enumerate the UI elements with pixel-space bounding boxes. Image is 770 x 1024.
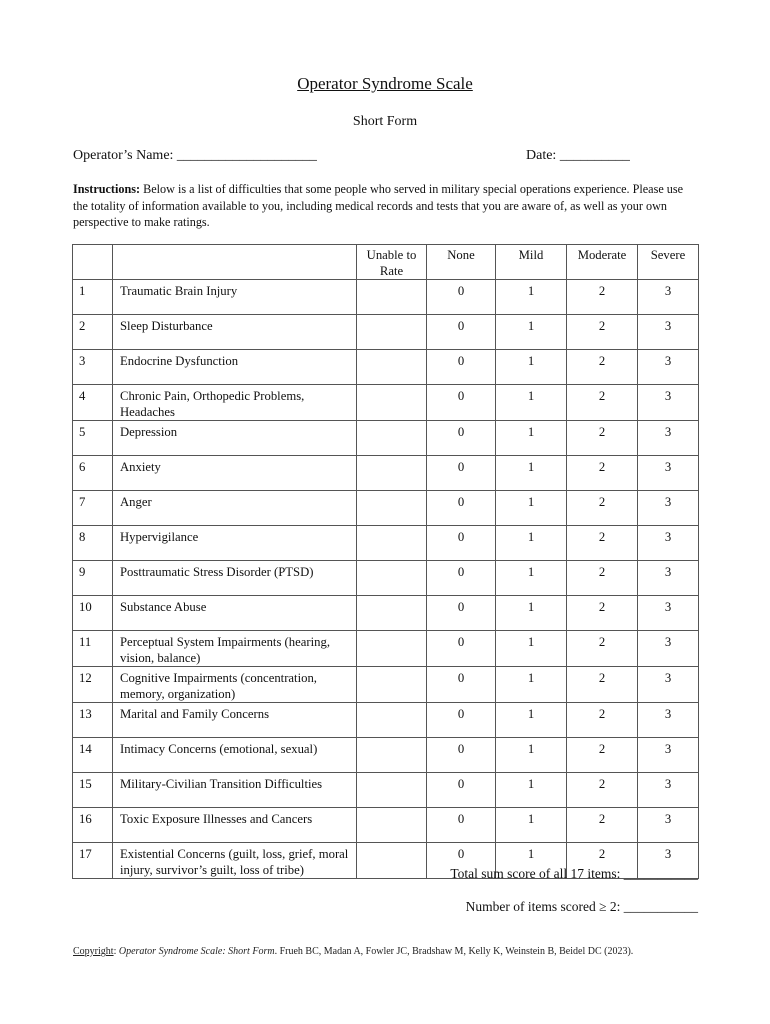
score-mild-cell[interactable]: 1	[496, 667, 567, 703]
score-moderate-cell[interactable]: 2	[567, 596, 638, 631]
item-label: Anxiety	[113, 456, 357, 491]
item-label: Perceptual System Impairments (hearing, vision, balance)	[113, 631, 357, 667]
score-moderate-cell[interactable]: 2	[567, 491, 638, 526]
item-number: 6	[73, 456, 113, 491]
unable-to-rate-cell[interactable]	[357, 491, 427, 526]
table-header-row	[73, 245, 699, 280]
score-mild-cell[interactable]: 1	[496, 561, 567, 596]
score-mild-cell[interactable]: 1	[496, 385, 567, 421]
score-mild-cell[interactable]: 1	[496, 631, 567, 667]
score-moderate-cell[interactable]: 2	[567, 421, 638, 456]
score-severe-cell[interactable]: 3	[638, 421, 699, 456]
header-num	[73, 245, 113, 280]
unable-to-rate-cell[interactable]	[357, 561, 427, 596]
total-sum-field: Total sum score of all 17 items: ___________	[450, 866, 698, 881]
unable-to-rate-cell[interactable]	[357, 808, 427, 843]
item-number: 13	[73, 703, 113, 738]
item-label: Marital and Family Concerns	[113, 703, 357, 738]
item-number: 1	[73, 280, 113, 315]
form-subtitle: Short Form	[352, 114, 418, 129]
score-none-cell[interactable]: 0	[427, 385, 496, 421]
header-none: None	[427, 245, 496, 280]
unable-to-rate-cell[interactable]	[357, 280, 427, 315]
score-none-cell[interactable]: 0	[427, 703, 496, 738]
score-moderate-cell[interactable]: 2	[567, 385, 638, 421]
unable-to-rate-cell[interactable]	[357, 843, 427, 879]
score-moderate-cell[interactable]: 2	[567, 667, 638, 703]
score-severe-cell[interactable]: 3	[638, 843, 699, 879]
item-label: Military-Civilian Transition Difficulties	[113, 773, 357, 808]
item-number: 11	[73, 631, 113, 667]
unable-to-rate-cell[interactable]	[357, 631, 427, 667]
item-label: Existential Concerns (guilt, loss, grief, moral injury, survivor’s guilt, loss of tribe)	[113, 843, 357, 879]
score-mild-cell[interactable]: 1	[496, 703, 567, 738]
score-mild-cell[interactable]: 1	[496, 773, 567, 808]
score-severe-cell[interactable]: 3	[638, 491, 699, 526]
score-moderate-cell[interactable]: 2	[567, 315, 638, 350]
score-mild-cell[interactable]: 1	[496, 491, 567, 526]
score-severe-cell[interactable]: 3	[638, 703, 699, 738]
table-row	[73, 315, 699, 350]
score-none-cell[interactable]: 0	[427, 456, 496, 491]
table-row	[73, 667, 699, 703]
operator-name-field: Operator’s Name: ____________________	[73, 148, 317, 163]
table-row	[73, 350, 699, 385]
score-severe-cell[interactable]: 3	[638, 280, 699, 315]
score-mild-cell[interactable]: 1	[496, 596, 567, 631]
item-number: 5	[73, 421, 113, 456]
score-none-cell[interactable]: 0	[427, 667, 496, 703]
score-none-cell[interactable]: 0	[427, 350, 496, 385]
score-severe-cell[interactable]: 3	[638, 456, 699, 491]
item-label: Chronic Pain, Orthopedic Problems, Headaches	[113, 385, 357, 421]
score-moderate-cell[interactable]: 2	[567, 561, 638, 596]
score-severe-cell[interactable]: 3	[638, 350, 699, 385]
score-none-cell[interactable]: 0	[427, 808, 496, 843]
date-field: Date: __________	[526, 148, 630, 163]
copyright-notice: Copyright: Operator Syndrome Scale: Short Form. Frueh BC, Madan A, Fowler JC, Bradshaw M, Kelly K, Weinstein B, Beidel DC (2023).	[73, 946, 634, 957]
score-severe-cell[interactable]: 3	[638, 631, 699, 667]
unable-to-rate-cell[interactable]	[357, 738, 427, 773]
unable-to-rate-cell[interactable]	[357, 385, 427, 421]
score-mild-cell[interactable]: 1	[496, 280, 567, 315]
score-severe-cell[interactable]: 3	[638, 667, 699, 703]
score-moderate-cell[interactable]: 2	[567, 703, 638, 738]
score-moderate-cell[interactable]: 2	[567, 738, 638, 773]
score-severe-cell[interactable]: 3	[638, 596, 699, 631]
table-row	[73, 703, 699, 738]
score-none-cell[interactable]: 0	[427, 596, 496, 631]
score-mild-cell[interactable]: 1	[496, 843, 567, 879]
item-number: 14	[73, 738, 113, 773]
score-none-cell[interactable]: 0	[427, 491, 496, 526]
header-item	[113, 245, 357, 280]
table-row	[73, 808, 699, 843]
score-none-cell[interactable]: 0	[427, 738, 496, 773]
score-severe-cell[interactable]: 3	[638, 738, 699, 773]
item-number: 2	[73, 315, 113, 350]
item-number: 15	[73, 773, 113, 808]
item-number: 12	[73, 667, 113, 703]
score-severe-cell[interactable]: 3	[638, 385, 699, 421]
instructions-lead: Instructions:	[73, 182, 141, 196]
header-mild: Mild	[496, 245, 567, 280]
score-none-cell[interactable]: 0	[427, 561, 496, 596]
item-label: Cognitive Impairments (concentration, memory, organization)	[113, 667, 357, 703]
item-label: Anger	[113, 491, 357, 526]
table-row	[73, 456, 699, 491]
score-moderate-cell[interactable]: 2	[567, 808, 638, 843]
score-moderate-cell[interactable]: 2	[567, 350, 638, 385]
item-number: 4	[73, 385, 113, 421]
item-number: 9	[73, 561, 113, 596]
score-mild-cell[interactable]: 1	[496, 456, 567, 491]
score-severe-cell[interactable]: 3	[638, 773, 699, 808]
header-moderate: Moderate	[567, 245, 638, 280]
unable-to-rate-cell[interactable]	[357, 596, 427, 631]
score-moderate-cell[interactable]: 2	[567, 456, 638, 491]
table-row	[73, 773, 699, 808]
score-none-cell[interactable]: 0	[427, 280, 496, 315]
unable-to-rate-cell[interactable]	[357, 421, 427, 456]
item-label: Hypervigilance	[113, 526, 357, 561]
score-moderate-cell[interactable]: 2	[567, 631, 638, 667]
item-number: 8	[73, 526, 113, 561]
item-number: 16	[73, 808, 113, 843]
instructions-text: Below is a list of difficulties that some people who served in military special operations experience. Please use the totality of information available to you, including medical records and tests that you are aware of, as well as your own perspective to make ratings.	[73, 182, 684, 229]
score-mild-cell[interactable]: 1	[496, 526, 567, 561]
item-label: Depression	[113, 421, 357, 456]
table-row	[73, 385, 699, 421]
unable-to-rate-cell[interactable]	[357, 667, 427, 703]
unable-to-rate-cell[interactable]	[357, 456, 427, 491]
table-row	[73, 421, 699, 456]
score-moderate-cell[interactable]: 2	[567, 843, 638, 879]
score-moderate-cell[interactable]: 2	[567, 526, 638, 561]
score-severe-cell[interactable]: 3	[638, 315, 699, 350]
score-none-cell[interactable]: 0	[427, 315, 496, 350]
item-label: Traumatic Brain Injury	[113, 280, 357, 315]
table-row	[73, 491, 699, 526]
table-row	[73, 526, 699, 561]
score-moderate-cell[interactable]: 2	[567, 773, 638, 808]
form-title: Operator Syndrome Scale	[297, 74, 473, 93]
table-row	[73, 280, 699, 315]
item-number: 7	[73, 491, 113, 526]
item-label: Substance Abuse	[113, 596, 357, 631]
item-label: Posttraumatic Stress Disorder (PTSD)	[113, 561, 357, 596]
header-severe: Severe	[638, 245, 699, 280]
unable-to-rate-cell[interactable]	[357, 703, 427, 738]
copyright-label: Copyright	[73, 946, 114, 957]
item-label: Endocrine Dysfunction	[113, 350, 357, 385]
score-severe-cell[interactable]: 3	[638, 808, 699, 843]
score-none-cell[interactable]: 0	[427, 631, 496, 667]
items-count-field: Number of items scored ≥ 2: ___________	[465, 899, 698, 914]
item-number: 3	[73, 350, 113, 385]
score-moderate-cell[interactable]: 2	[567, 280, 638, 315]
score-severe-cell[interactable]: 3	[638, 526, 699, 561]
table-row	[73, 631, 699, 667]
unable-to-rate-cell[interactable]	[357, 526, 427, 561]
score-mild-cell[interactable]: 1	[496, 350, 567, 385]
copyright-title: Operator Syndrome Scale: Short Form	[118, 946, 275, 957]
item-number: 17	[73, 843, 113, 879]
header-unable: Unable to Rate	[357, 245, 427, 280]
item-label: Toxic Exposure Illnesses and Cancers	[113, 808, 357, 843]
score-none-cell[interactable]: 0	[427, 526, 496, 561]
unable-to-rate-cell[interactable]	[357, 315, 427, 350]
item-label: Intimacy Concerns (emotional, sexual)	[113, 738, 357, 773]
table-row	[73, 738, 699, 773]
score-mild-cell[interactable]: 1	[496, 315, 567, 350]
copyright-authors: . Frueh BC, Madan A, Fowler JC, Bradshaw M, Kelly K, Weinstein B, Beidel DC (2023).	[274, 946, 634, 957]
unable-to-rate-cell[interactable]	[357, 773, 427, 808]
item-label: Sleep Disturbance	[113, 315, 357, 350]
score-mild-cell[interactable]: 1	[496, 808, 567, 843]
unable-to-rate-cell[interactable]	[357, 350, 427, 385]
instructions	[73, 181, 698, 231]
item-number: 10	[73, 596, 113, 631]
rating-table	[72, 244, 699, 879]
score-none-cell[interactable]: 0	[427, 421, 496, 456]
score-none-cell[interactable]: 0	[427, 773, 496, 808]
score-none-cell[interactable]: 0	[427, 843, 496, 879]
score-mild-cell[interactable]: 1	[496, 421, 567, 456]
score-mild-cell[interactable]: 1	[496, 738, 567, 773]
table-row	[73, 596, 699, 631]
score-severe-cell[interactable]: 3	[638, 561, 699, 596]
table-row	[73, 561, 699, 596]
